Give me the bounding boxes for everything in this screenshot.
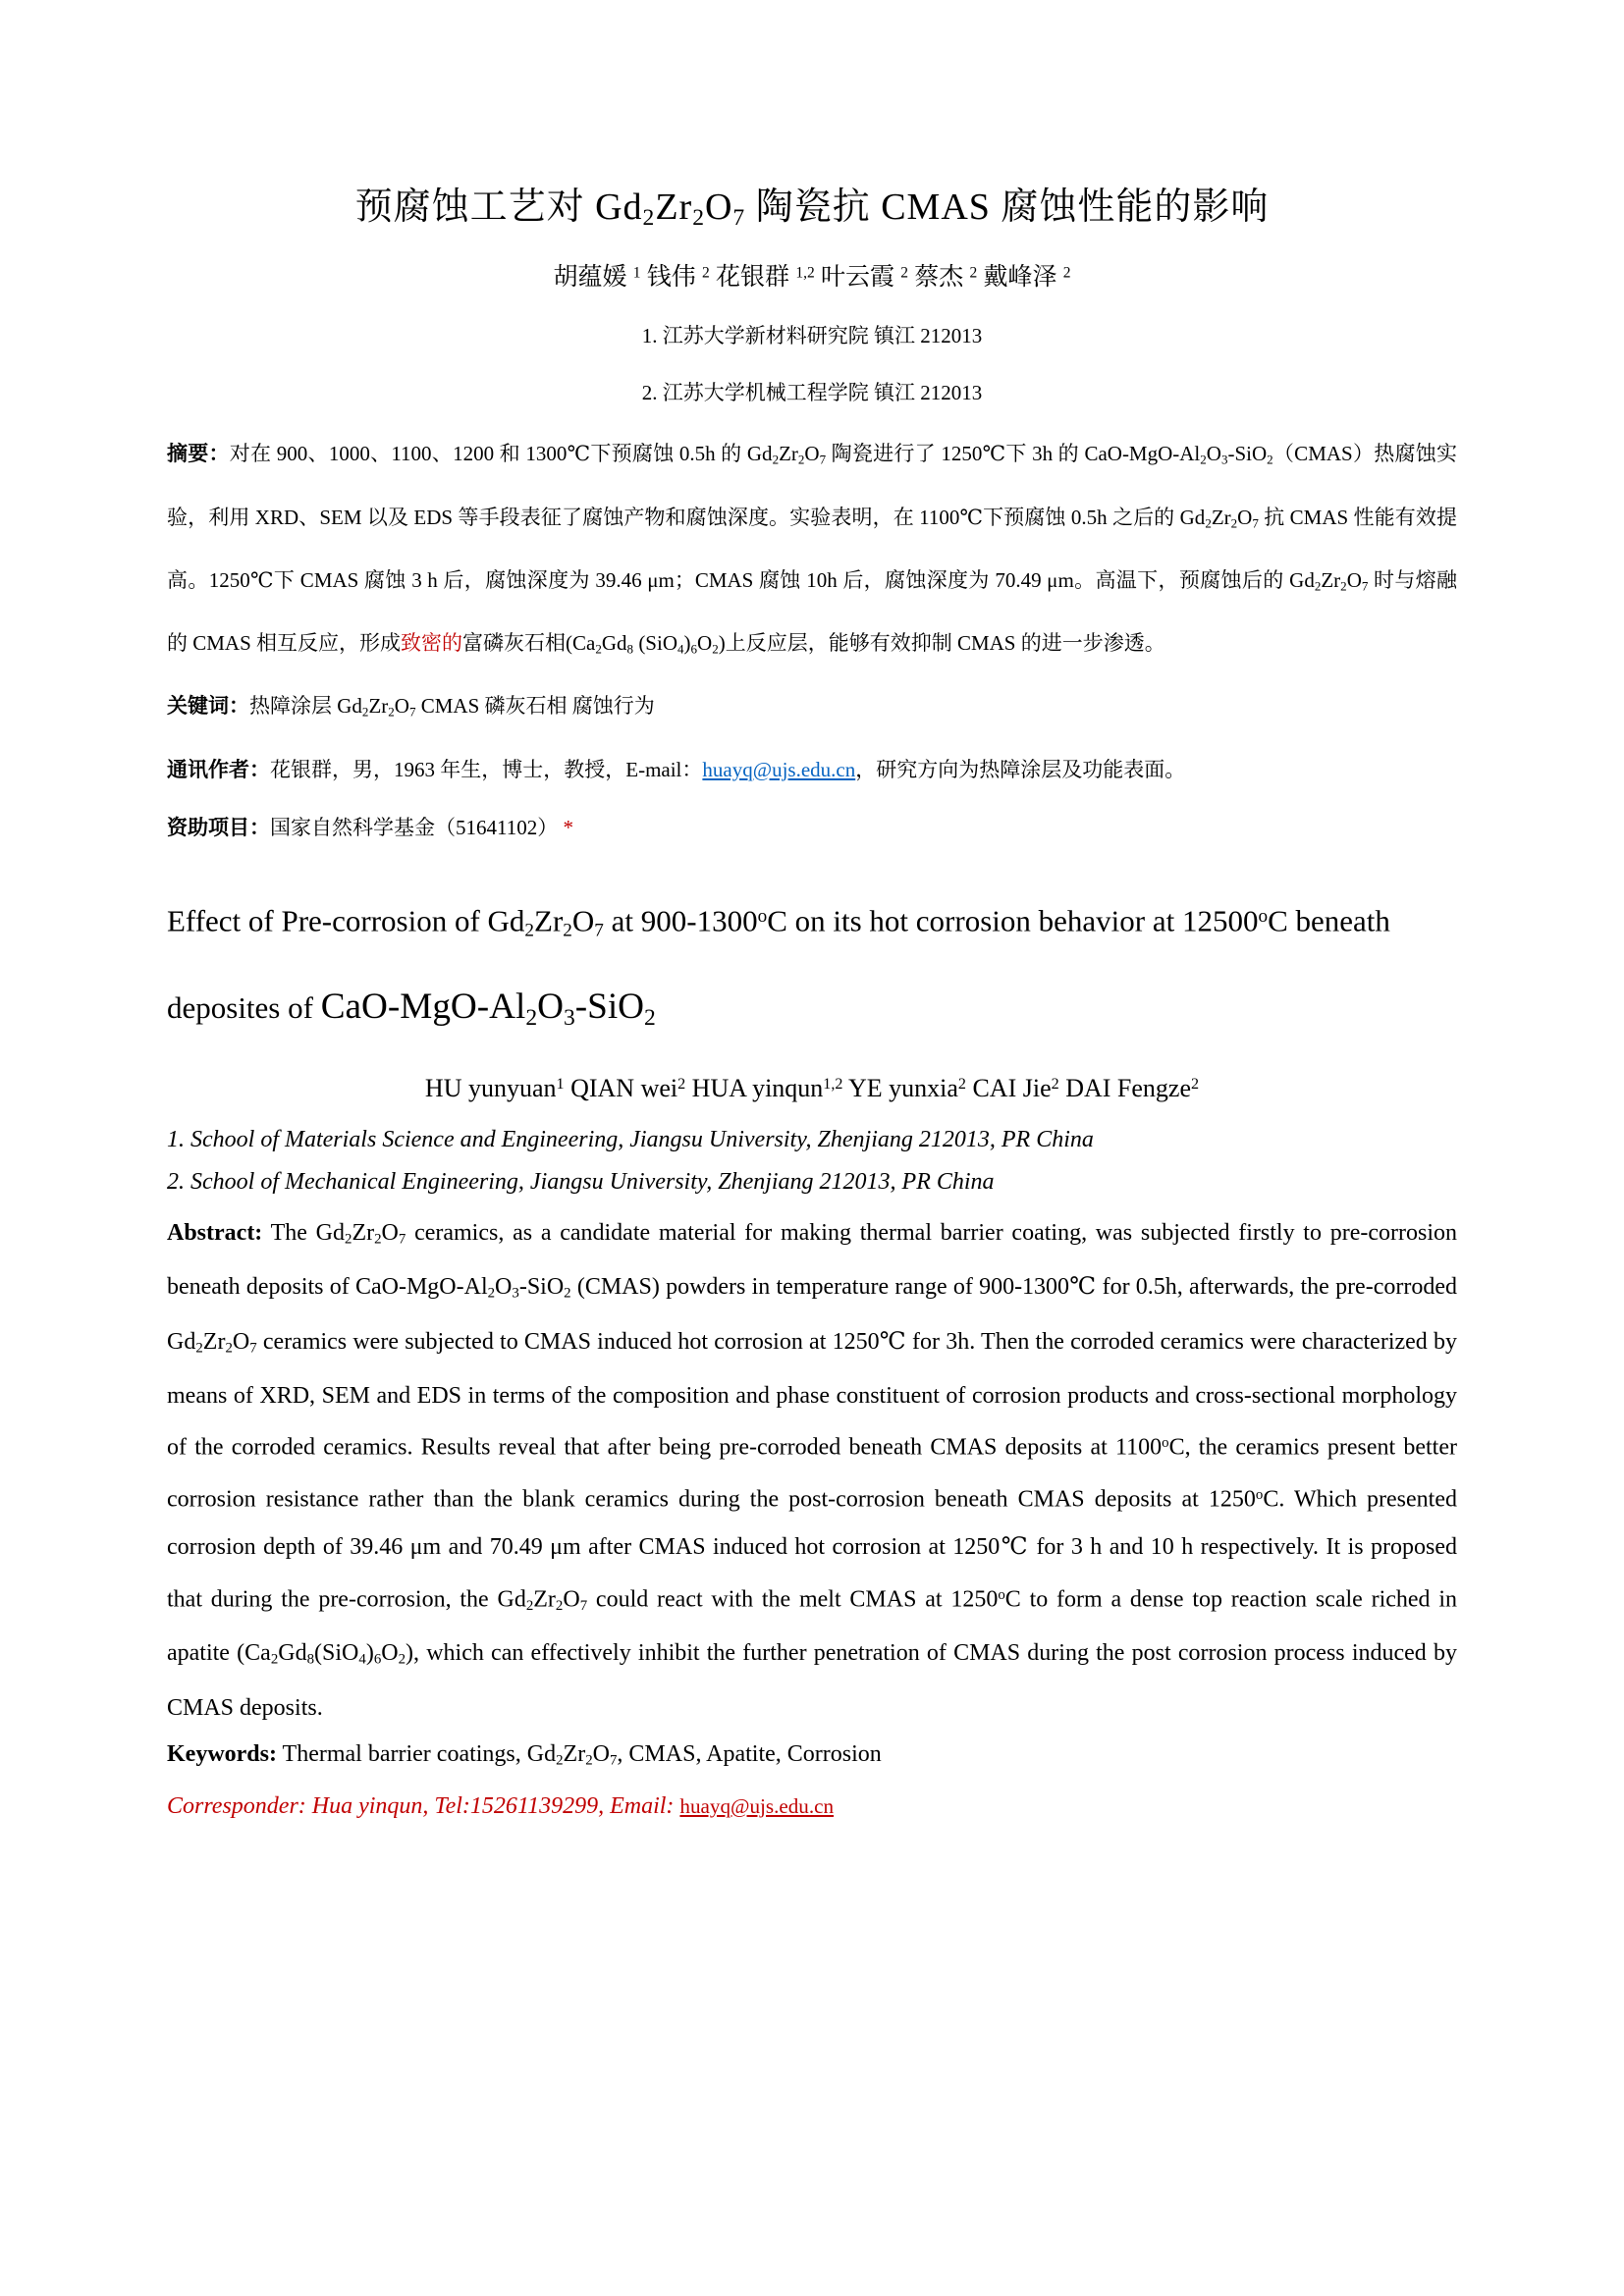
chinese-authors: 胡蕴媛 $^1$ 钱伟 $^2$ 花银群 $^{1,2}$ 叶云霞 $^2$ 蔡杰 $^2$ 戴峰泽 $^2$ <box>553 264 1071 292</box>
english-title: Effect of Pre-corrosion of $Gd_2Zr_2O_7$ at 900-1300$^o$C on its hot corrosion behavior at 12500$^o$C beneath deposites of CaO-$MgO-Al_2O_3-SiO_2$ <box>167 903 1390 1032</box>
chinese-affiliation-2: 2. 江苏大学机械工程学院 镇江 212013 <box>641 381 983 405</box>
english-affiliation-2: 2. School of Mechanical Engineering, Jiangsu University, Zhenjiang 212013, PR China <box>167 1169 995 1196</box>
chinese-correspondent <box>167 741 1457 799</box>
email-link-en[interactable]: huayq@ujs.edu.cn <box>679 1793 835 1818</box>
corresponder-line <box>167 1784 1457 1829</box>
correspondent-text-pre: 通讯作者：花银群，男，1963 年生，博士，教授，E-mail： <box>167 757 703 781</box>
chinese-title: 预腐蚀工艺对 $Gd_2Zr_2O_7$ 陶瓷抗 CMAS 腐蚀性能的影响 <box>354 187 1270 231</box>
chinese-affiliation-1: 1. 江苏大学新材料研究院 镇江 212013 <box>641 324 983 348</box>
chinese-abstract: 摘要：对在 900、1000、1100、1200 和 1300℃下预腐蚀 0.5h 的 $Gd_2Zr_2O_7$ 陶瓷进行了 1250℃下 3h 的 CaO-$MgO-Al_2O_3-SiO_2(CMAS)$热腐蚀实验，利用 XRD、SEM 以及 EDS 等手段表征了腐蚀产物和腐蚀深度。实验表明，在 1100℃下预腐蚀 0.5h 之后的 $Gd_2Zr_2O_7$ 抗 CMAS 性能有效提高。1250℃下 CMAS 腐蚀 3 h 后，腐蚀深度为 39.46 μm；CMAS 腐蚀 10h 后，腐蚀深度为 70.49 μm。高温下，预腐蚀后的 $Gd_2Zr_2O_7$ 时与熔融的 CMAS 相互反应，形成致密的富磷灰石相($Ca_2Gd_8$ $(SiO_4)_6O_2$)上反应层，能够有效抑制 CMAS 的进一步渗透。 <box>167 442 1458 657</box>
funding-note: 资助项目：国家自然科学基金（51641102） * <box>167 815 573 839</box>
english-keywords: Keywords: Thermal barrier coatings, $Gd_2Zr_2O_7$, CMAS, Apatite, Corrosion <box>167 1741 882 1769</box>
corresponder-text: Corresponder: Hua yinqun, Tel:15261139299, Email: <box>167 1792 680 1819</box>
chinese-keywords: 关键词：热障涂层 $Gd_2Zr_2O_7$ CMAS 磷灰石相 腐蚀行为 <box>167 694 655 720</box>
english-abstract: Abstract: The $Gd_2Zr_2O_7$ ceramics, as a candidate material for making thermal barrier coating, was subjected firstly to pre-corrosion beneath deposits of CaO-$MgO-Al_2O_3-SiO_2$ (CMAS) powders in temperature range of 900-1300℃ for 0.5h, afterwards, the pre-corroded $Gd_2Zr_2O_7$ ceramics were subjected to CMAS induced hot corrosion at 1250℃ for 3h. Then the corroded ceramics were characterized by means of XRD, SEM and EDS in terms of the composition and phase constituent of corrosion products and cross-sectional morphology of the corroded ceramics. Results reveal that after being pre-corroded beneath CMAS deposits at 1100$^o$C, the ceramics present better corrosion resistance rather than the blank ceramics during the post-corrosion beneath CMAS deposits at 1250$^o$C. Which presented corrosion depth of 39.46 μm and 70.49 μm after CMAS induced hot corrosion at 1250℃ for 3 h and 10 h respectively. It is proposed that during the pre-corrosion, the $Gd_2Zr_2O_7$ could react with the melt CMAS at 1250$^o$C to form a dense top reaction scale riched in apatite $(Ca_2Gd_8(SiO_4)_6O_2)$, which can effectively inhibit the further penetration of CMAS during the post corrosion process induced by CMAS deposits. <box>167 1220 1458 1721</box>
correspondent-text-post: ，研究方向为热障涂层及功能表面。 <box>855 757 1186 781</box>
english-affiliation-1: 1. School of Materials Science and Engineering, Jiangsu University, Zhenjiang 212013, PR China <box>167 1127 1094 1153</box>
email-link-cn[interactable]: huayq@ujs.edu.cn <box>702 757 856 781</box>
english-authors: HU yunyuan$^1$ QIAN wei$^2$ HUA yinqun$^{1,2}$ YE yunxia$^2$ CAI Jie$^2$ DAI Fengze$^2$ <box>424 1074 1200 1103</box>
